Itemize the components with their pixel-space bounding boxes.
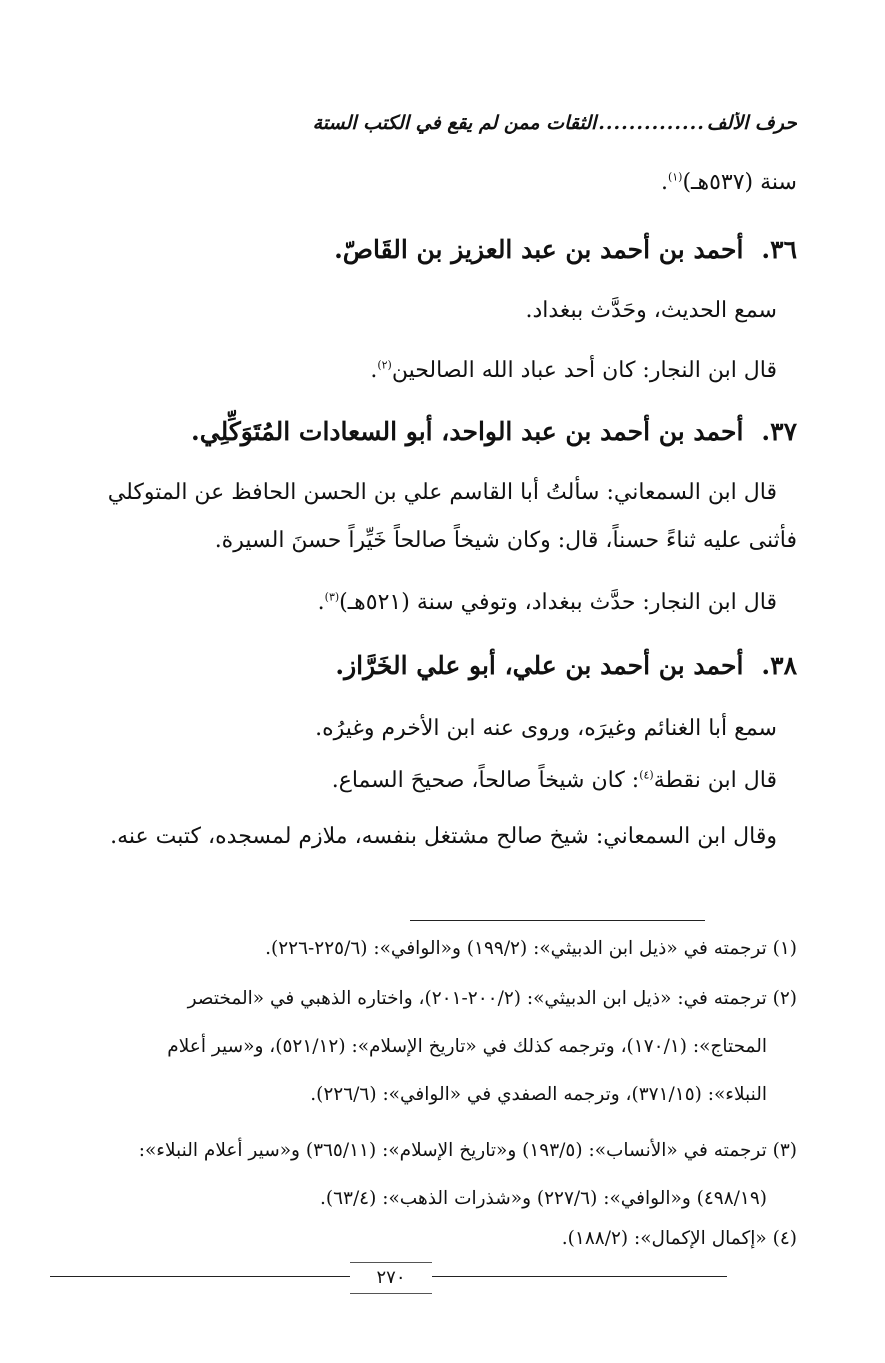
continued-line: [62, 168, 797, 199]
footnote-ref-3: (٣): [324, 590, 340, 604]
entry-36-paragraph-2: [62, 356, 777, 387]
footnote-4: (٤) «إكمال الإكمال»: (١٨٨/٢).: [561, 1228, 797, 1249]
page-number: ٢٧٠: [350, 1262, 432, 1294]
entry-38-paragraph-2: [62, 766, 777, 797]
footnote-ref-4: (٤): [639, 768, 654, 782]
entry-37-heading: [62, 414, 797, 449]
continued-text: سنة (٥٣٧هـ): [682, 170, 797, 195]
bottom-rule-left: [50, 1276, 350, 1277]
footnote-1: (١) ترجمته في «ذيل ابن الدبيثي»: (١٩٩/٢) و«الوافي»: (٢٢٥/٦-٢٢٦).: [265, 938, 797, 959]
entry-38-p2-b: : كان شيخاً صالحاً، صحيحَ السماع.: [331, 768, 640, 793]
header-chapter: حرف الألف: [706, 112, 797, 134]
entry-37-paragraph-1a: قال ابن السمعاني: سألتُ أبا القاسم علي بن الحسن الحافظ عن المتوكلي: [107, 480, 777, 505]
entry-36-number: ٣٦.: [761, 235, 797, 264]
entry-38-number: ٣٨.: [761, 651, 797, 680]
footnote-2-line-3: النبلاء»: (٣٧١/١٥)، وترجمه الصفدي في «الوافي»: (٢٢٦/٦).: [310, 1084, 767, 1105]
entry-36-paragraph-1: سمع الحديث، وحَدَّث ببغداد.: [525, 298, 777, 323]
entry-37-p2-text: قال ابن النجار: حدَّث ببغداد، وتوفي سنة (٥٢١هـ): [339, 590, 777, 615]
entry-38-paragraph-1: سمع أبا الغنائم وغيرَه، وروى عنه ابن الأخرم وغيرُه.: [315, 716, 777, 741]
entry-38-heading: [62, 648, 797, 683]
header-book-title: الثقات ممن لم يقع في الكتب الستة: [312, 112, 597, 134]
footnote-3-line-1: (٣) ترجمته في «الأنساب»: (١٩٣/٥) و«تاريخ الإسلام»: (٣٦٥/١١) و«سير أعلام النبلاء»:: [138, 1140, 797, 1161]
entry-36-name: أحمد بن أحمد بن عبد العزيز بن القَاصّ.: [334, 235, 744, 264]
footnote-2-line-1: (٢) ترجمته في: «ذيل ابن الدبيثي»: (٢٠٠/٢-٢٠١)، واختاره الذهبي في «المختصر: [187, 988, 797, 1009]
entry-36-p2-text: قال ابن النجار: كان أحد عباد الله الصالحين: [391, 358, 777, 383]
entry-37-paragraph-2: [62, 588, 777, 619]
running-header: [90, 112, 797, 134]
entry-36-heading: [62, 232, 797, 267]
entry-37-number: ٣٧.: [761, 417, 797, 446]
footnote-ref-2: (٢): [377, 358, 392, 372]
bottom-rule-right: [432, 1276, 727, 1277]
entry-38-paragraph-3: وقال ابن السمعاني: شيخ صالح مشتغل بنفسه، ملازم لمسجده، كتبت عنه.: [110, 824, 777, 849]
entry-36-p2-end: .: [370, 358, 378, 383]
entry-37-p2-end: .: [317, 590, 325, 615]
entry-37-paragraph-1b: فأثنى عليه ثناءً حسناً، قال: وكان شيخاً صالحاً خَيِّراً حسنَ السيرة.: [214, 528, 797, 553]
entry-38-name: أحمد بن أحمد بن علي، أبو علي الخَرَّاز.: [335, 651, 744, 680]
continued-end: .: [660, 170, 668, 195]
footnote-separator: [410, 920, 705, 921]
footnote-3-line-2: (٤٩٨/١٩) و«الوافي»: (٢٢٧/٦) و«شذرات الذهب»: (٦٣/٤).: [319, 1188, 767, 1209]
entry-37-name: أحمد بن أحمد بن عبد الواحد، أبو السعادات المُتَوَكِّلِي.: [191, 417, 744, 446]
entry-38-p2-a: قال ابن نقطة: [653, 768, 777, 793]
header-dots: ..............: [598, 112, 705, 134]
footnote-ref-1: (١): [667, 170, 683, 184]
footnote-2-line-2: المحتاج»: (١٧٠/١)، وترجمه كذلك في «تاريخ الإسلام»: (٥٢١/١٢)، و«سير أعلام: [167, 1036, 767, 1057]
